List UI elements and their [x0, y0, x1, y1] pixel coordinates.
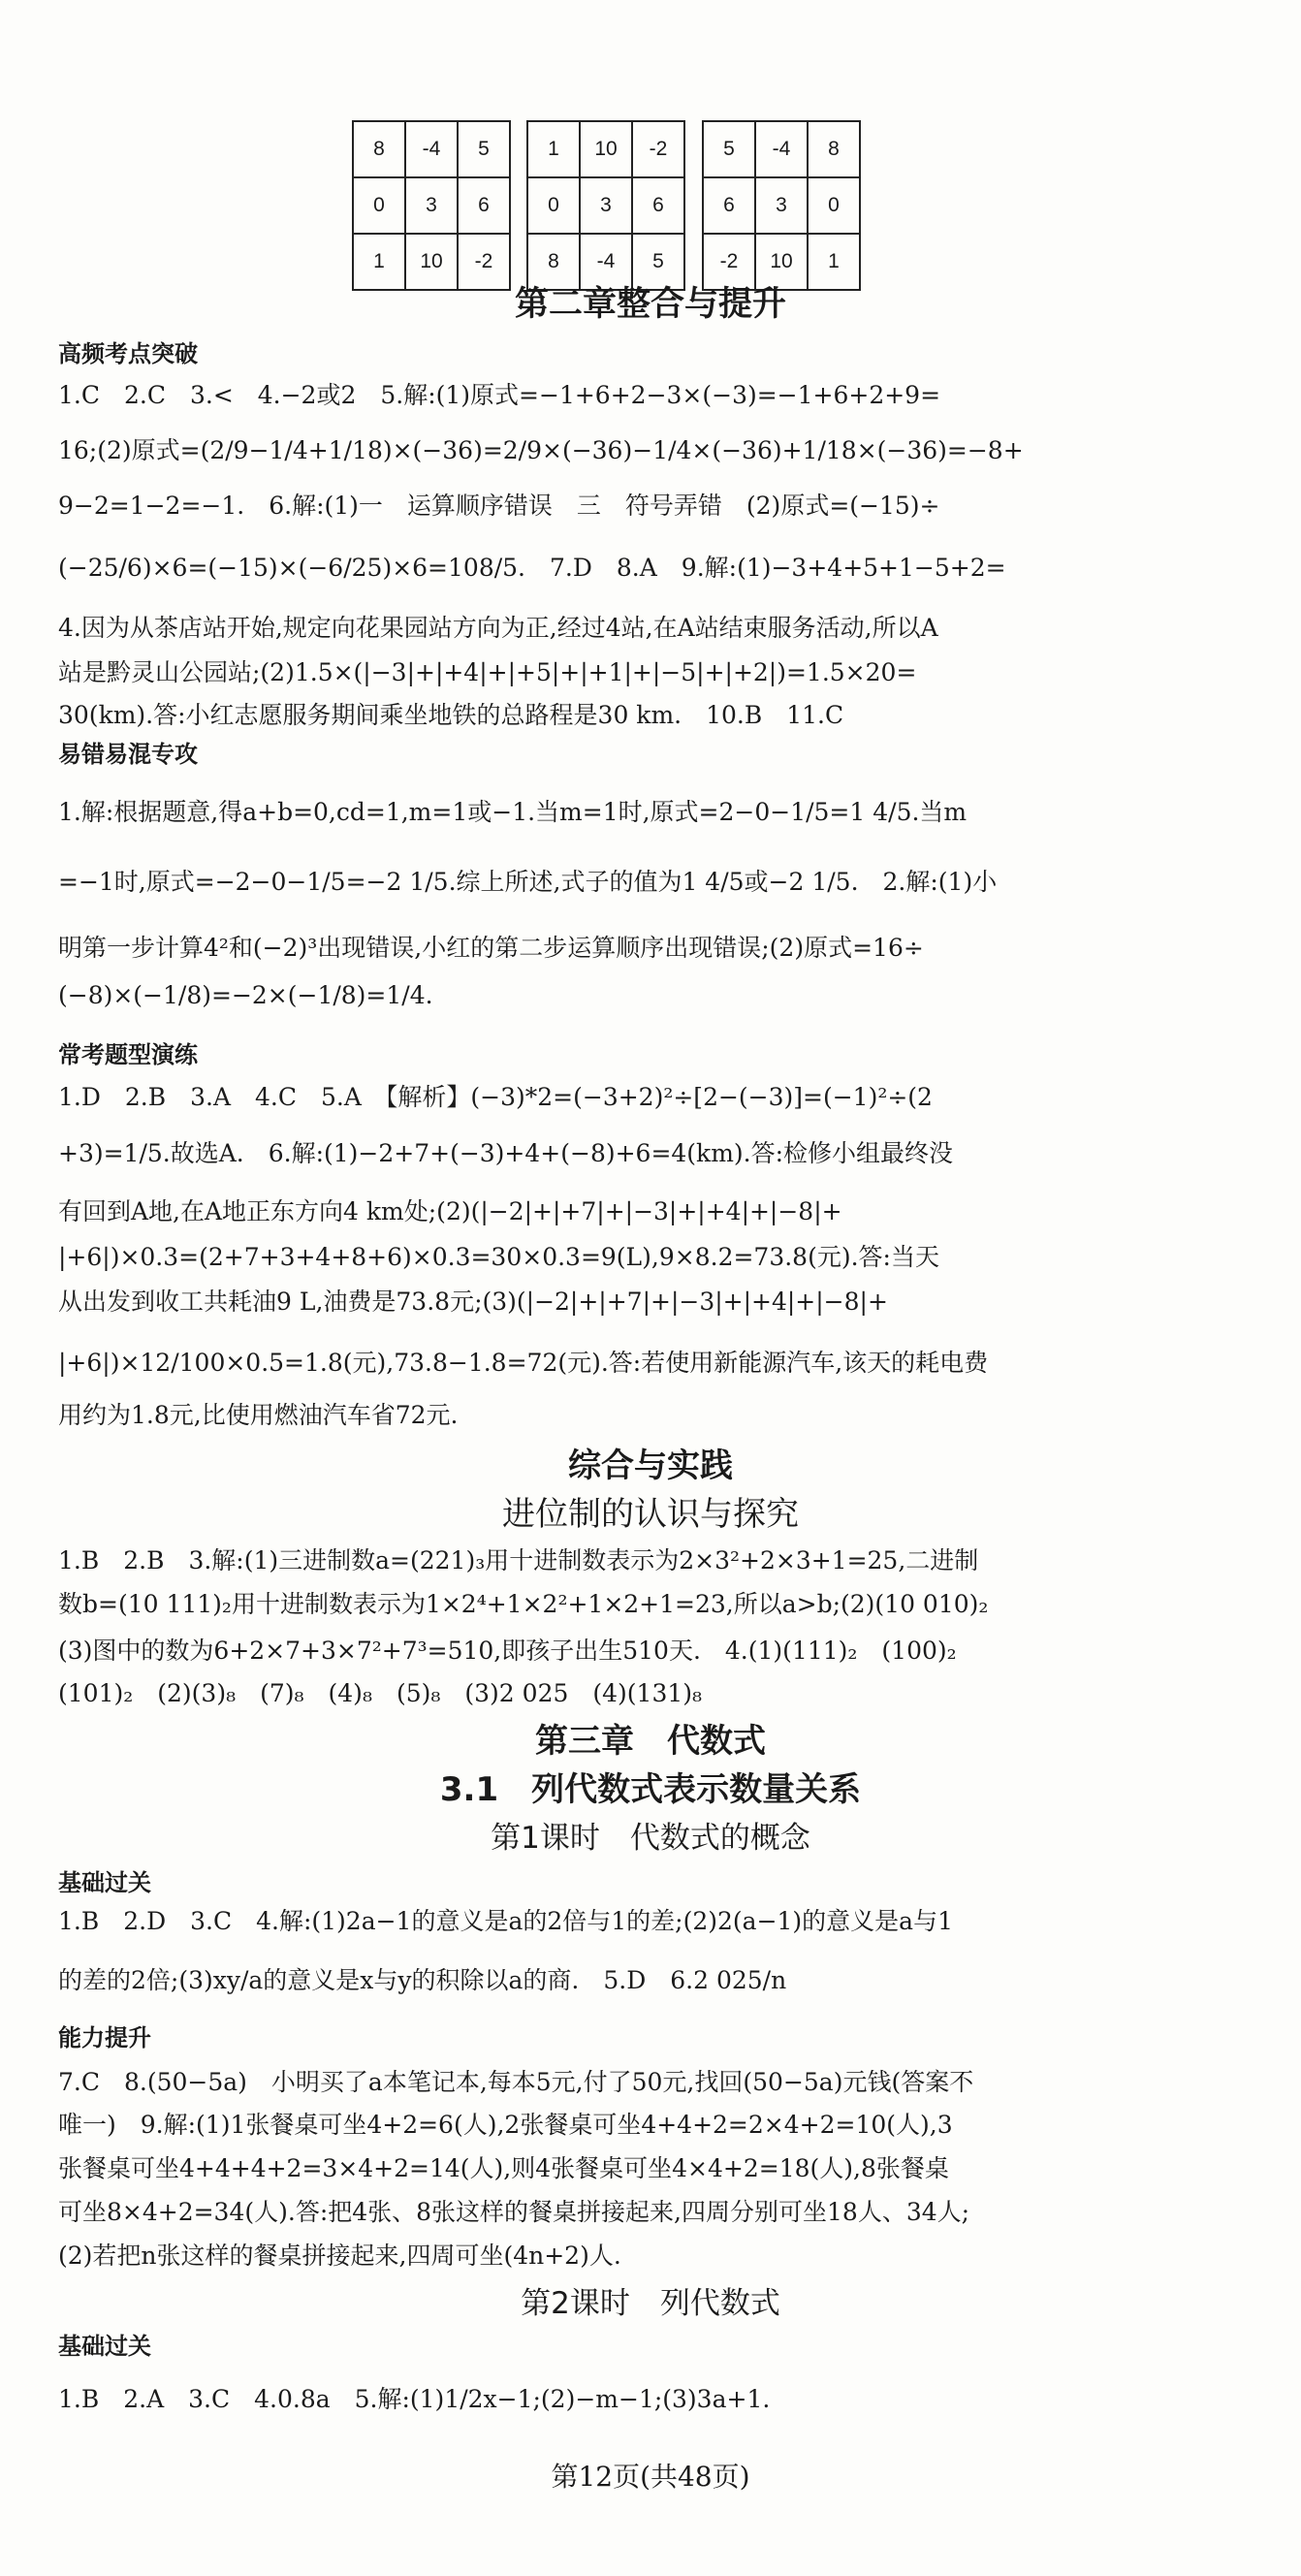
answer-line: 可坐8×4+2=34(人).答:把4张、8张这样的餐桌拼接起来,四周分别可坐18人、34人; — [58, 2198, 970, 2226]
answer-line: 16;(2)原式=(2/9−1/4+1/18)×(−36)=2/9×(−36)−1/4×(−36)+1/18×(−36)=−8+ — [58, 436, 1024, 464]
practice-title: 综合与实践 — [568, 1447, 733, 1485]
page-footer: 第12页(共48页) — [551, 2461, 750, 2493]
grid-cell: 0 — [808, 177, 860, 234]
grid-cell: 3 — [580, 177, 632, 234]
grid-cell: 1 — [527, 121, 580, 177]
answer-line: 1.B 2.B 3.解:(1)三进制数a=(221)₃用十进制数表示为2×3²+2×3+1=25,二进制 — [58, 1546, 979, 1574]
grid-cell: 6 — [458, 177, 510, 234]
section-heading: 常考题型演练 — [58, 1041, 198, 1068]
answer-line: 9−2=1−2=−1. 6.解:(1)一 运算顺序错误 三 符号弄错 (2)原式=(−15)÷ — [58, 492, 940, 520]
answer-line: 的差的2倍;(3)xy/a的意义是x与y的积除以a的商. 5.D 6.2 025/n — [58, 1966, 787, 1994]
answer-line: (−25/6)×6=(−15)×(−6/25)×6=108/5. 7.D 8.A 9.解:(1)−3+4+5+1−5+2= — [58, 554, 1006, 582]
grid-cell: 6 — [632, 177, 684, 234]
answer-line: (3)图中的数为6+2×7+3×7²+7³=510,即孩子出生510天. 4.(1)(111)₂ (100)₂ — [58, 1637, 957, 1665]
grid-cell: 10 — [755, 234, 808, 290]
answer-line: 7.C 8.(50−5a) 小明买了a本笔记本,每本5元,付了50元,找回(50−5a)元钱(答案不 — [58, 2068, 974, 2096]
answer-line: |+6|)×12/100×0.5=1.8(元),73.8−1.8=72(元).答:若使用新能源汽车,该天的耗电费 — [58, 1349, 989, 1377]
grid-cell: -2 — [703, 234, 755, 290]
grid-cell: 6 — [703, 177, 755, 234]
answer-line: +3)=1/5.故选A. 6.解:(1)−2+7+(−3)+4+(−8)+6=4(km).答:检修小组最终没 — [58, 1139, 954, 1167]
answer-line: =−1时,原式=−2−0−1/5=−2 1/5.综上所述,式子的值为1 4/5或−2 1/5. 2.解:(1)小 — [58, 868, 998, 896]
grid-cell: -2 — [458, 234, 510, 290]
grid-cell: 10 — [580, 121, 632, 177]
answer-line: 从出发到收工共耗油9 L,油费是73.8元;(3)(|−2|+|+7|+|−3|+|+4|+|−8|+ — [58, 1288, 888, 1316]
grid-cell: 1 — [353, 234, 405, 290]
section-heading: 能力提升 — [58, 2024, 151, 2051]
chapter-3-title: 第三章 代数式 — [535, 1722, 766, 1761]
grid-cell: -4 — [580, 234, 632, 290]
answer-line: 30(km).答:小红志愿服务期间乘坐地铁的总路程是30 km. 10.B 11.C — [58, 701, 844, 729]
answer-line: 1.B 2.D 3.C 4.解:(1)2a−1的意义是a的2倍与1的差;(2)2(a−1)的意义是a与1 — [58, 1907, 953, 1935]
section-heading: 基础过关 — [58, 2333, 151, 2360]
magic-square-1 — [352, 120, 511, 291]
grid-cell: 0 — [353, 177, 405, 234]
answer-line: 1.D 2.B 3.A 4.C 5.A 【解析】(−3)*2=(−3+2)²÷[2−(−3)]=(−1)²÷(2 — [58, 1083, 933, 1111]
answer-line: 用约为1.8元,比使用燃油汽车省72元. — [58, 1401, 459, 1429]
grid-cell: 10 — [405, 234, 458, 290]
answer-line: (2)若把n张这样的餐桌拼接起来,四周可坐(4n+2)人. — [58, 2242, 621, 2270]
grid-cell: 5 — [632, 234, 684, 290]
grid-cell: 8 — [353, 121, 405, 177]
grid-cell: -4 — [405, 121, 458, 177]
answer-line: 张餐桌可坐4+4+4+2=3×4+2=14(人),则4张餐桌可坐4×4+2=18(人),8张餐桌 — [58, 2154, 949, 2182]
answer-line: 4.因为从茶店站开始,规定向花果园站方向为正,经过4站,在A站结束服务活动,所以A — [58, 614, 938, 642]
grid-cell: 1 — [808, 234, 860, 290]
answer-line: 数b=(10 111)₂用十进制数表示为1×2⁴+1×2²+1×2+1=23,所以a>b;(2)(10 010)₂ — [58, 1590, 989, 1618]
answer-line: 明第一步计算4²和(−2)³出现错误,小红的第二步运算顺序出现错误;(2)原式=16÷ — [58, 934, 924, 962]
answer-line: 有回到A地,在A地正东方向4 km处;(2)(|−2|+|+7|+|−3|+|+4|+|−8|+ — [58, 1197, 842, 1225]
answer-line: 1.C 2.C 3.< 4.−2或2 5.解:(1)原式=−1+6+2−3×(−3)=−1+6+2+9= — [58, 381, 941, 409]
practice-subtitle: 进位制的认识与探究 — [502, 1495, 799, 1534]
answer-line: 1.解:根据题意,得a+b=0,cd=1,m=1或−1.当m=1时,原式=2−0−1/5=1 4/5.当m — [58, 798, 968, 826]
grid-cell: 5 — [703, 121, 755, 177]
grid-cell: 8 — [527, 234, 580, 290]
answer-line: (−8)×(−1/8)=−2×(−1/8)=1/4. — [58, 981, 433, 1009]
magic-square-3 — [702, 120, 861, 291]
magic-square-2 — [526, 120, 685, 291]
answer-line: (101)₂ (2)(3)₈ (7)₈ (4)₈ (5)₈ (3)2 025 (4)(131)₈ — [58, 1679, 703, 1707]
grid-cell: -2 — [632, 121, 684, 177]
section-heading: 易错易混专攻 — [58, 741, 198, 768]
section-title: 3.1 列代数式表示数量关系 — [439, 1770, 862, 1809]
grid-cell: -4 — [755, 121, 808, 177]
section-heading: 高频考点突破 — [58, 340, 198, 367]
grid-cell: 8 — [808, 121, 860, 177]
grid-cell: 3 — [405, 177, 458, 234]
answer-line: 1.B 2.A 3.C 4.0.8a 5.解:(1)1/2x−1;(2)−m−1;(3)3a+1. — [58, 2385, 771, 2413]
grid-cell: 5 — [458, 121, 510, 177]
lesson-title: 第1课时 代数式的概念 — [491, 1821, 810, 1856]
answer-line: |+6|)×0.3=(2+7+3+4+8+6)×0.3=30×0.3=9(L),9×8.2=73.8(元).答:当天 — [58, 1243, 939, 1271]
grid-cell: 3 — [755, 177, 808, 234]
answer-line: 唯一) 9.解:(1)1张餐桌可坐4+2=6(人),2张餐桌可坐4+4+2=2×4+2=10(人),3 — [58, 2111, 953, 2139]
section-heading: 基础过关 — [58, 1869, 151, 1896]
answer-line: 站是黔灵山公园站;(2)1.5×(|−3|+|+4|+|+5|+|+1|+|−5|+|+2|)=1.5×20= — [58, 658, 917, 686]
chapter-2-title: 第二章整合与提升 — [514, 285, 786, 324]
grid-cell: 0 — [527, 177, 580, 234]
lesson-title: 第2课时 列代数式 — [521, 2286, 780, 2321]
